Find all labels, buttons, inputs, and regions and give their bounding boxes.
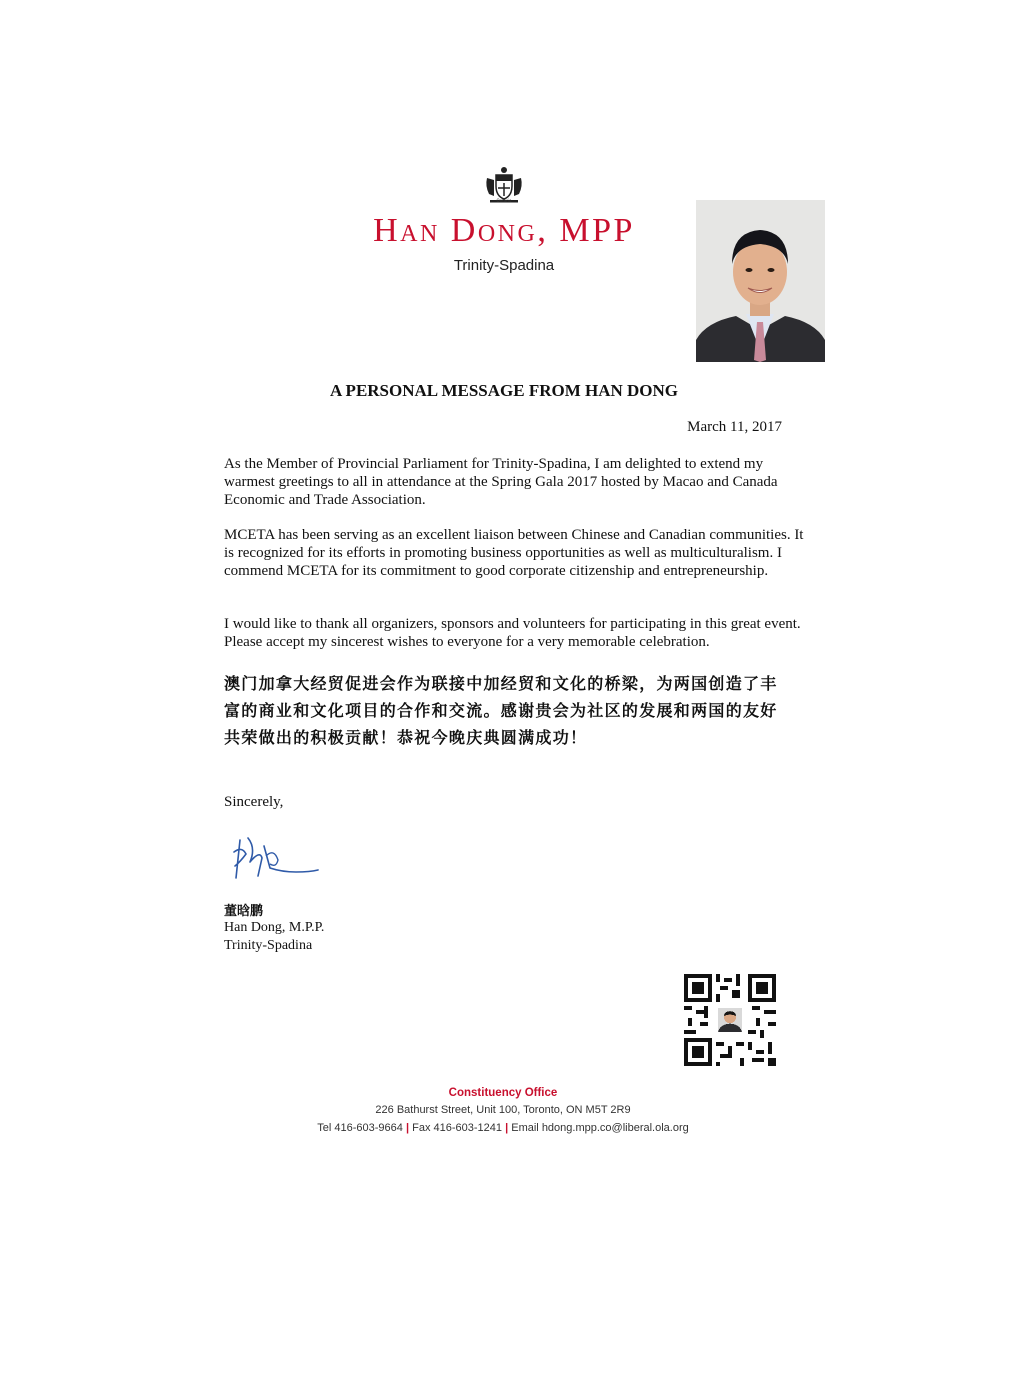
tel-label: Tel bbox=[317, 1122, 332, 1134]
signatory-name: Han Dong, M.P.P. bbox=[224, 920, 325, 935]
fax-label: Fax bbox=[412, 1122, 431, 1134]
paragraph-mceta: MCETA has been serving as an excellent liaison between Chinese and Canadian communities. It is recognized for its efforts in promoting business opportunities as well as multiculturalism. I commend MCETA for its commitment to good corporate citizenship and entrepreneurship. bbox=[224, 527, 804, 579]
letter-date: March 11, 2017 bbox=[687, 419, 782, 435]
email-label: Email bbox=[511, 1122, 539, 1134]
tel-number[interactable]: 416-603-9664 bbox=[334, 1122, 403, 1134]
paragraph-thanks: I would like to thank all organizers, sponsors and volunteers for participating in this great event. Please accept my sincerest wishes to everyone for a very memorable celebration. bbox=[224, 616, 801, 650]
fax-number: 416-603-1241 bbox=[433, 1122, 503, 1134]
letter-heading: A PERSONAL MESSAGE FROM HAN DONG bbox=[329, 381, 679, 400]
office-address: 226 Bathurst Street, Unit 100, Toronto, ON M5T 2R9 bbox=[375, 1104, 631, 1116]
divider: | bbox=[505, 1122, 509, 1134]
closing: Sincerely, bbox=[224, 794, 284, 810]
office-contact bbox=[0, 1122, 1006, 1134]
qr-code[interactable] bbox=[684, 974, 776, 1066]
signatory-chinese-name: 董晗鹏 bbox=[224, 904, 264, 919]
mpp-name: Han Dong, MPP bbox=[373, 212, 635, 249]
email-address[interactable]: hdong.mpp.co@liberal.ola.org bbox=[541, 1122, 689, 1134]
divider: | bbox=[405, 1122, 410, 1134]
portrait-photo bbox=[696, 200, 825, 362]
paragraph-greeting: As the Member of Provincial Parliament for Trinity-Spadina, I am delighted to extend my warmest greetings to all in attendance at the Spring Gala 2017 hosted by Macao and Canada Economic and Trade Association. bbox=[224, 456, 778, 508]
handwritten-signature bbox=[226, 828, 322, 886]
riding-name: Trinity-Spadina bbox=[453, 257, 555, 274]
office-title: Constituency Office bbox=[448, 1087, 558, 1099]
chinese-message: 澳门加拿大经贸促进会作为联接中加经贸和文化的桥梁，为两国创造了丰富的商业和文化项目的合作和交流。感谢贵会为社区的发展和两国的友好共荣做出的积极贡献！恭祝今晚庆典圆满成功！ bbox=[224, 674, 778, 747]
signatory-riding: Trinity-Spadina bbox=[224, 938, 313, 953]
crest-caption: Ontario bbox=[496, 198, 512, 203]
